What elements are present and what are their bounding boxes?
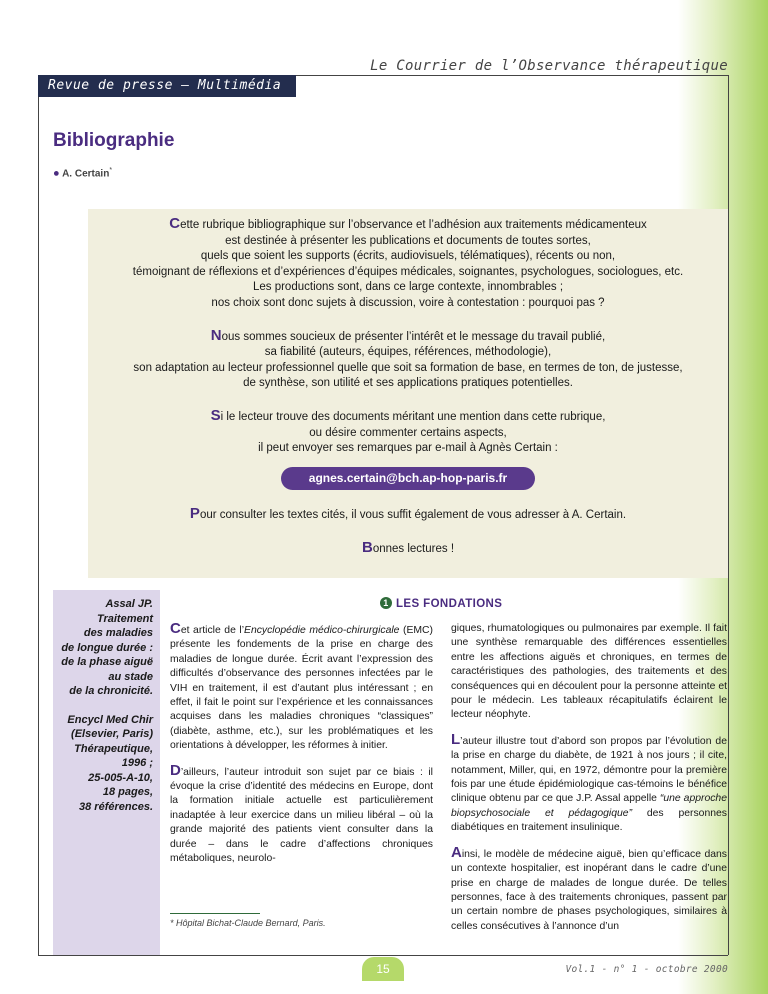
body-column-1 — [170, 622, 433, 877]
intro-line: i le lecteur trouve des documents méritant une mention dans cette rubrique, — [220, 410, 606, 423]
intro-paragraph-4 — [88, 506, 728, 524]
drop-initial: B — [361, 538, 373, 556]
section-label: Revue de presse – Multimédia — [38, 75, 296, 97]
intro-paragraph-3 — [88, 408, 728, 457]
drop-initial: N — [210, 326, 222, 344]
intro-line: onnes lectures ! — [372, 542, 455, 555]
reference-text — [55, 597, 153, 828]
reference-line: Assal JP. — [105, 598, 153, 610]
intro-line: our consulter les textes cités, il vous suffit également de vous adresser à A. Certain. — [199, 509, 627, 522]
reference-line: au stade — [108, 670, 153, 683]
body-column-2 — [451, 622, 727, 944]
body-paragraph: Cet article de l’Encyclopédie médico-chirurgicale (EMC) présente les fondements de la prise en charge des maladies de longue durée. Écrit avant l’expression des difficultés d’observance des personnes infectées par le VIH en traitement, il est d’autant plus intéressant ; en effet, il fait le point sur l’expérience et les connaissances acquises dans les maladies chroniques “classiques” (diabète, asthme, etc.), sur les problématiques et les orientations à développer, les réformes à initier. — [170, 620, 434, 752]
body-paragraph: Ainsi, le modèle de médecine aiguë, bien qu’efficace dans un contexte hospitalier, est inopérant dans le cadre d’une prise en charge de malades de longue durée. De telles personnes, face à des traitements chroniques, passent par un certain nombre de phases psychologiques, similaires à celles consécutives à l’annonce d’un — [451, 843, 727, 932]
intro-text — [88, 216, 728, 574]
intro-line: sa fiabilité (auteurs, équipes, références, méthodologie), — [264, 346, 552, 359]
journal-title: Le Courrier de l’Observance thérapeutique — [370, 58, 728, 74]
reference-line: de longue durée : — [61, 641, 153, 654]
page-number: 15 — [362, 957, 404, 981]
intro-line: est destinée à présenter les publications et documents de toutes sortes, — [225, 234, 591, 247]
reference-source — [55, 713, 153, 815]
section-heading — [380, 597, 502, 610]
intro-line: témoignant de réflexions et d’expériences d’équipes médicales, soignantes, psychologues, sociologues, etc. — [132, 265, 684, 278]
drop-initial: C — [169, 215, 181, 232]
intro-paragraph-5 — [88, 540, 728, 558]
body-paragraph: giques, rhumatologiques ou pulmonaires par exemple. Il fait une synthèse remarquable des différences essentielles entre les affections aiguës et chroniques, en termes de caractéristiques des pathologies, des traitements et des conséquences qui en découlent pour la personne atteinte et pour le médecin. Les tableaux récapitulatifs éclairent le lecteur néophyte. — [451, 623, 727, 721]
intro-line: ous sommes soucieux de présenter l’intérêt et le message du travail publié, — [221, 330, 606, 343]
source-line: 18 pages, — [102, 786, 153, 798]
bottom-rule — [38, 955, 728, 956]
intro-line: son adaptation au lecteur professionnel quelle que soit sa formation de base, en termes de ton, de justesse, — [133, 361, 683, 374]
email-link[interactable]: agnes.certain@bch.ap-hop-paris.fr — [281, 467, 535, 491]
intro-line: quels que soient les supports (écrits, audiovisuels, télématiques), récents ou non, — [200, 250, 616, 263]
reference-line: de la chronicité. — [69, 685, 153, 697]
intro-line: il peut envoyer ses remarques par e-mail à Agnès Certain : — [258, 442, 558, 455]
reference-citation — [55, 597, 153, 699]
issue-info: Vol.1 - n° 1 - octobre 2000 — [565, 964, 728, 975]
source-line: Thérapeutique, — [74, 742, 153, 755]
drop-initial: A — [451, 843, 462, 861]
section-heading-text: LES FONDATIONS — [396, 598, 503, 610]
reference-line: Traitement — [96, 612, 153, 625]
author-footnote-mark: * — [109, 167, 113, 174]
drop-initial: C — [170, 620, 181, 637]
intro-line: ou désire commenter certains aspects, — [309, 426, 507, 439]
source-line: 25-005-A-10, — [88, 771, 153, 784]
number-badge-icon: 1 — [380, 597, 392, 609]
intro-paragraph-2 — [88, 328, 728, 392]
body-paragraph: D’ailleurs, l’auteur introduit son sujet par ce biais : il évoque la crise d’identité des médecins en Europe, dont la formation initiale actuelle est particulièrement inadaptée à leur exercice dans un milieu libéral – où la grande majorité des patients vient consulter dans la durée – dans le cadre d’affections chroniques métaboliques, neurolo- — [170, 761, 433, 865]
body-paragraph: L’auteur illustre tout d’abord son propos par l’évolution de la prise en charge du diabète, de 1921 à nos jours ; il cite, notamment, Miller, qui, en 1972, démontre pour la première fois par une étude épidémiologique cas-témoins le bénéfice clinique obtenu par ce que J.P. Assal appelle “une approche biopsychosociale et pédagogique” des personnes diabétiques en traitement insulinique. — [451, 730, 727, 834]
source-line: 1996 ; — [121, 757, 153, 769]
reference-line: de la phase aiguë — [61, 656, 153, 668]
drop-initial: S — [210, 406, 221, 424]
frame-right-rule — [728, 75, 729, 955]
intro-line: ette rubrique bibliographique sur l’observance et l’adhésion aux traitements médicamenteux — [180, 219, 647, 231]
drop-initial: L — [451, 730, 461, 748]
drop-initial: P — [189, 505, 200, 523]
drop-initial: D — [170, 761, 181, 779]
intro-line: Les productions sont, dans ce large contexte, innombrables ; — [252, 281, 564, 294]
frame-left-rule — [38, 75, 39, 955]
source-line: (Elsevier, Paris) — [71, 728, 153, 740]
author-name: A. Certain — [62, 168, 110, 180]
bullet-icon: ● — [53, 167, 60, 180]
footnote-rule — [170, 913, 260, 914]
footnote: * Hôpital Bichat-Claude Bernard, Paris. — [170, 918, 326, 928]
source-line: 38 références. — [79, 800, 153, 813]
reference-line: des maladies — [83, 627, 153, 639]
page-title: Bibliographie — [53, 130, 175, 151]
intro-line: nos choix sont donc sujets à discussion, voire à contestation : pourquoi pas ? — [211, 296, 605, 309]
author-line — [53, 167, 112, 179]
intro-paragraph-1 — [88, 216, 728, 312]
source-line: Encycl Med Chir — [67, 713, 153, 726]
intro-line: de synthèse, son utilité et ses applications pratiques potentielles. — [243, 377, 573, 390]
